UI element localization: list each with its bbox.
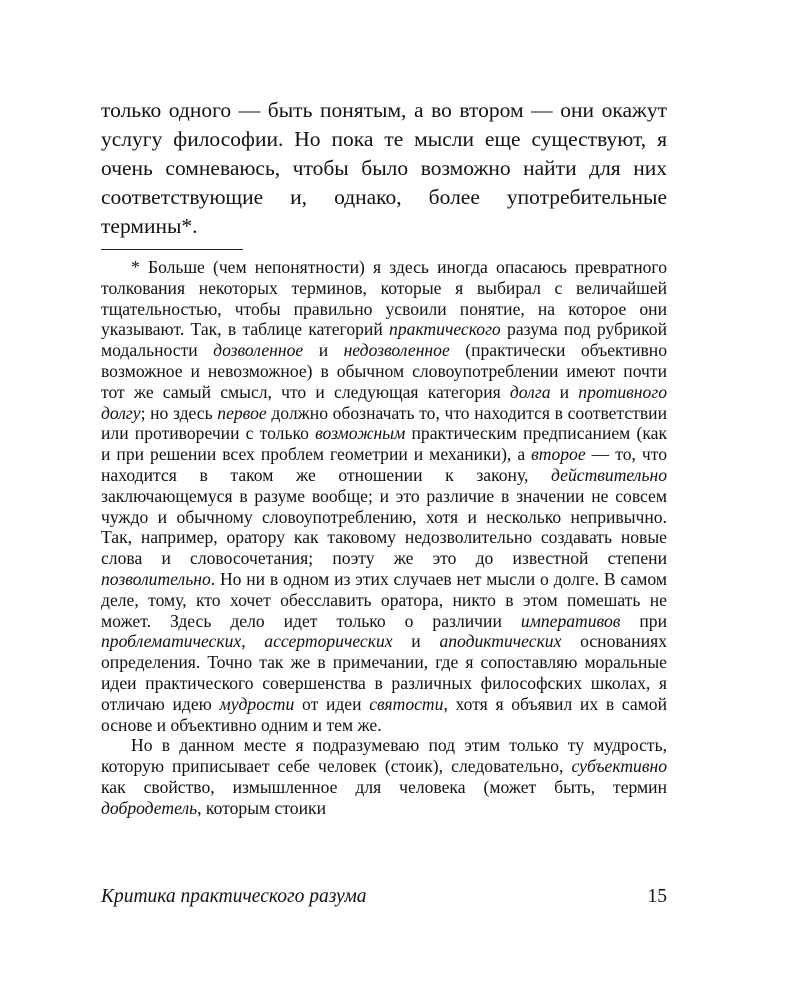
- footnote-text: и: [303, 340, 344, 361]
- footnote-italic-term: мудрости: [219, 693, 295, 714]
- footnote-text: должно обозначать то, что находится в соответствии или противоречии с только: [101, 402, 668, 444]
- page-body: [101, 96, 667, 819]
- footnote-italic-term: проблематических, ассерторических: [101, 631, 393, 652]
- page-footer: [101, 884, 667, 910]
- footnote-italic-term: аподиктических: [439, 631, 562, 652]
- footnote-italic-term: второе: [531, 444, 586, 465]
- running-title: Критика практического разума: [101, 886, 367, 907]
- footnote-text: * Больше (чем непонятности) я здесь иногда опасаюсь превратного толкования некоторых терминов, которые я выбирал с величайшей тщательностью, чтобы правильно усвоили понятие, на которое они указывают. Так, в таблице категорий: [101, 257, 667, 340]
- footnote-italic-term: действительно: [551, 464, 667, 485]
- footnote-text: разума под рубрикой модальности: [101, 319, 668, 361]
- main-text-paragraph: только одного — быть понятым, а во втором — они окажут услугу философии. Но пока те мысли еще существуют, я очень сомневаюсь, чтобы было возможно найти для них соответствующие и, однако, более употребительные термины*.: [101, 98, 667, 238]
- page-number: 15: [647, 886, 667, 907]
- footnote-text: — то, что находится в таком же отношении к закону,: [101, 444, 667, 485]
- footnote: [101, 257, 667, 819]
- footnote-italic-term: практического: [389, 319, 501, 340]
- footnote-italic-term: долга: [509, 381, 551, 402]
- footnote-text: как свойство, измышленное для человека (может быть, термин: [101, 776, 667, 797]
- footnote-text: (практически объективно возможное и невозможное) в обычном словоупотреблении имеют почти тот же самый смысл, что и следующая категория: [101, 340, 667, 402]
- footnote-paragraph-2: [101, 735, 667, 818]
- footnote-text: ; но здесь: [140, 402, 218, 423]
- footnote-text: от идеи: [294, 693, 370, 714]
- footnote-italic-term: императивов: [520, 610, 621, 631]
- footnote-italic-term: субъективно: [571, 756, 667, 777]
- footnote-italic-term: противного долгу: [101, 381, 667, 423]
- footnote-italic-term: позволительно: [101, 568, 211, 589]
- footnote-paragraph-1: [101, 257, 667, 735]
- footnote-text: заключающемуся в разуме вообще; и это различие в значении не совсем чуждо и обычному словоупотреблению, хотя и несколько непривычно. Так, например, оратору как таковому недозволительно создавать новые слова и словосочетания; поэту же это до известной степени: [101, 485, 667, 569]
- footnote-text: , которым стоики: [197, 797, 326, 818]
- footnote-italic-term: добродетель: [101, 797, 198, 818]
- footnote-italic-term: святости: [369, 693, 444, 714]
- footnote-text: , хотя я объявил их в самой основе и объективно одним и тем же.: [101, 693, 667, 735]
- footnote-text: основаниях определения. Точно так же в примечании, где я сопоставляю моральные идеи практического совершенства в различных философских школах, я отличаю идею: [101, 631, 667, 714]
- footnote-italic-term: дозволенное: [213, 340, 304, 361]
- footnote-text: и: [550, 381, 579, 402]
- footnote-text: и: [392, 631, 440, 652]
- footnote-text: при: [620, 610, 667, 631]
- footnote-text: Но в данном месте я подразумеваю под этим только ту мудрость, которую приписывает себе человек (стоик), следовательно,: [101, 735, 667, 777]
- footnote-text: практическим предписанием (как и при решении всех проблем геометрии и механики), а: [101, 423, 667, 465]
- footnote-text: . Но ни в одном из этих случаев нет мысли о долге. В самом деле, тому, кто хочет обесславить оратора, никто в этом помешать не может. Здесь дело идет только о различии: [101, 568, 667, 631]
- footnote-italic-term: первое: [217, 402, 267, 423]
- footnote-italic-term: возможным: [315, 423, 406, 444]
- footnote-italic-term: недозволенное: [343, 340, 450, 361]
- footnote-separator: [101, 249, 243, 250]
